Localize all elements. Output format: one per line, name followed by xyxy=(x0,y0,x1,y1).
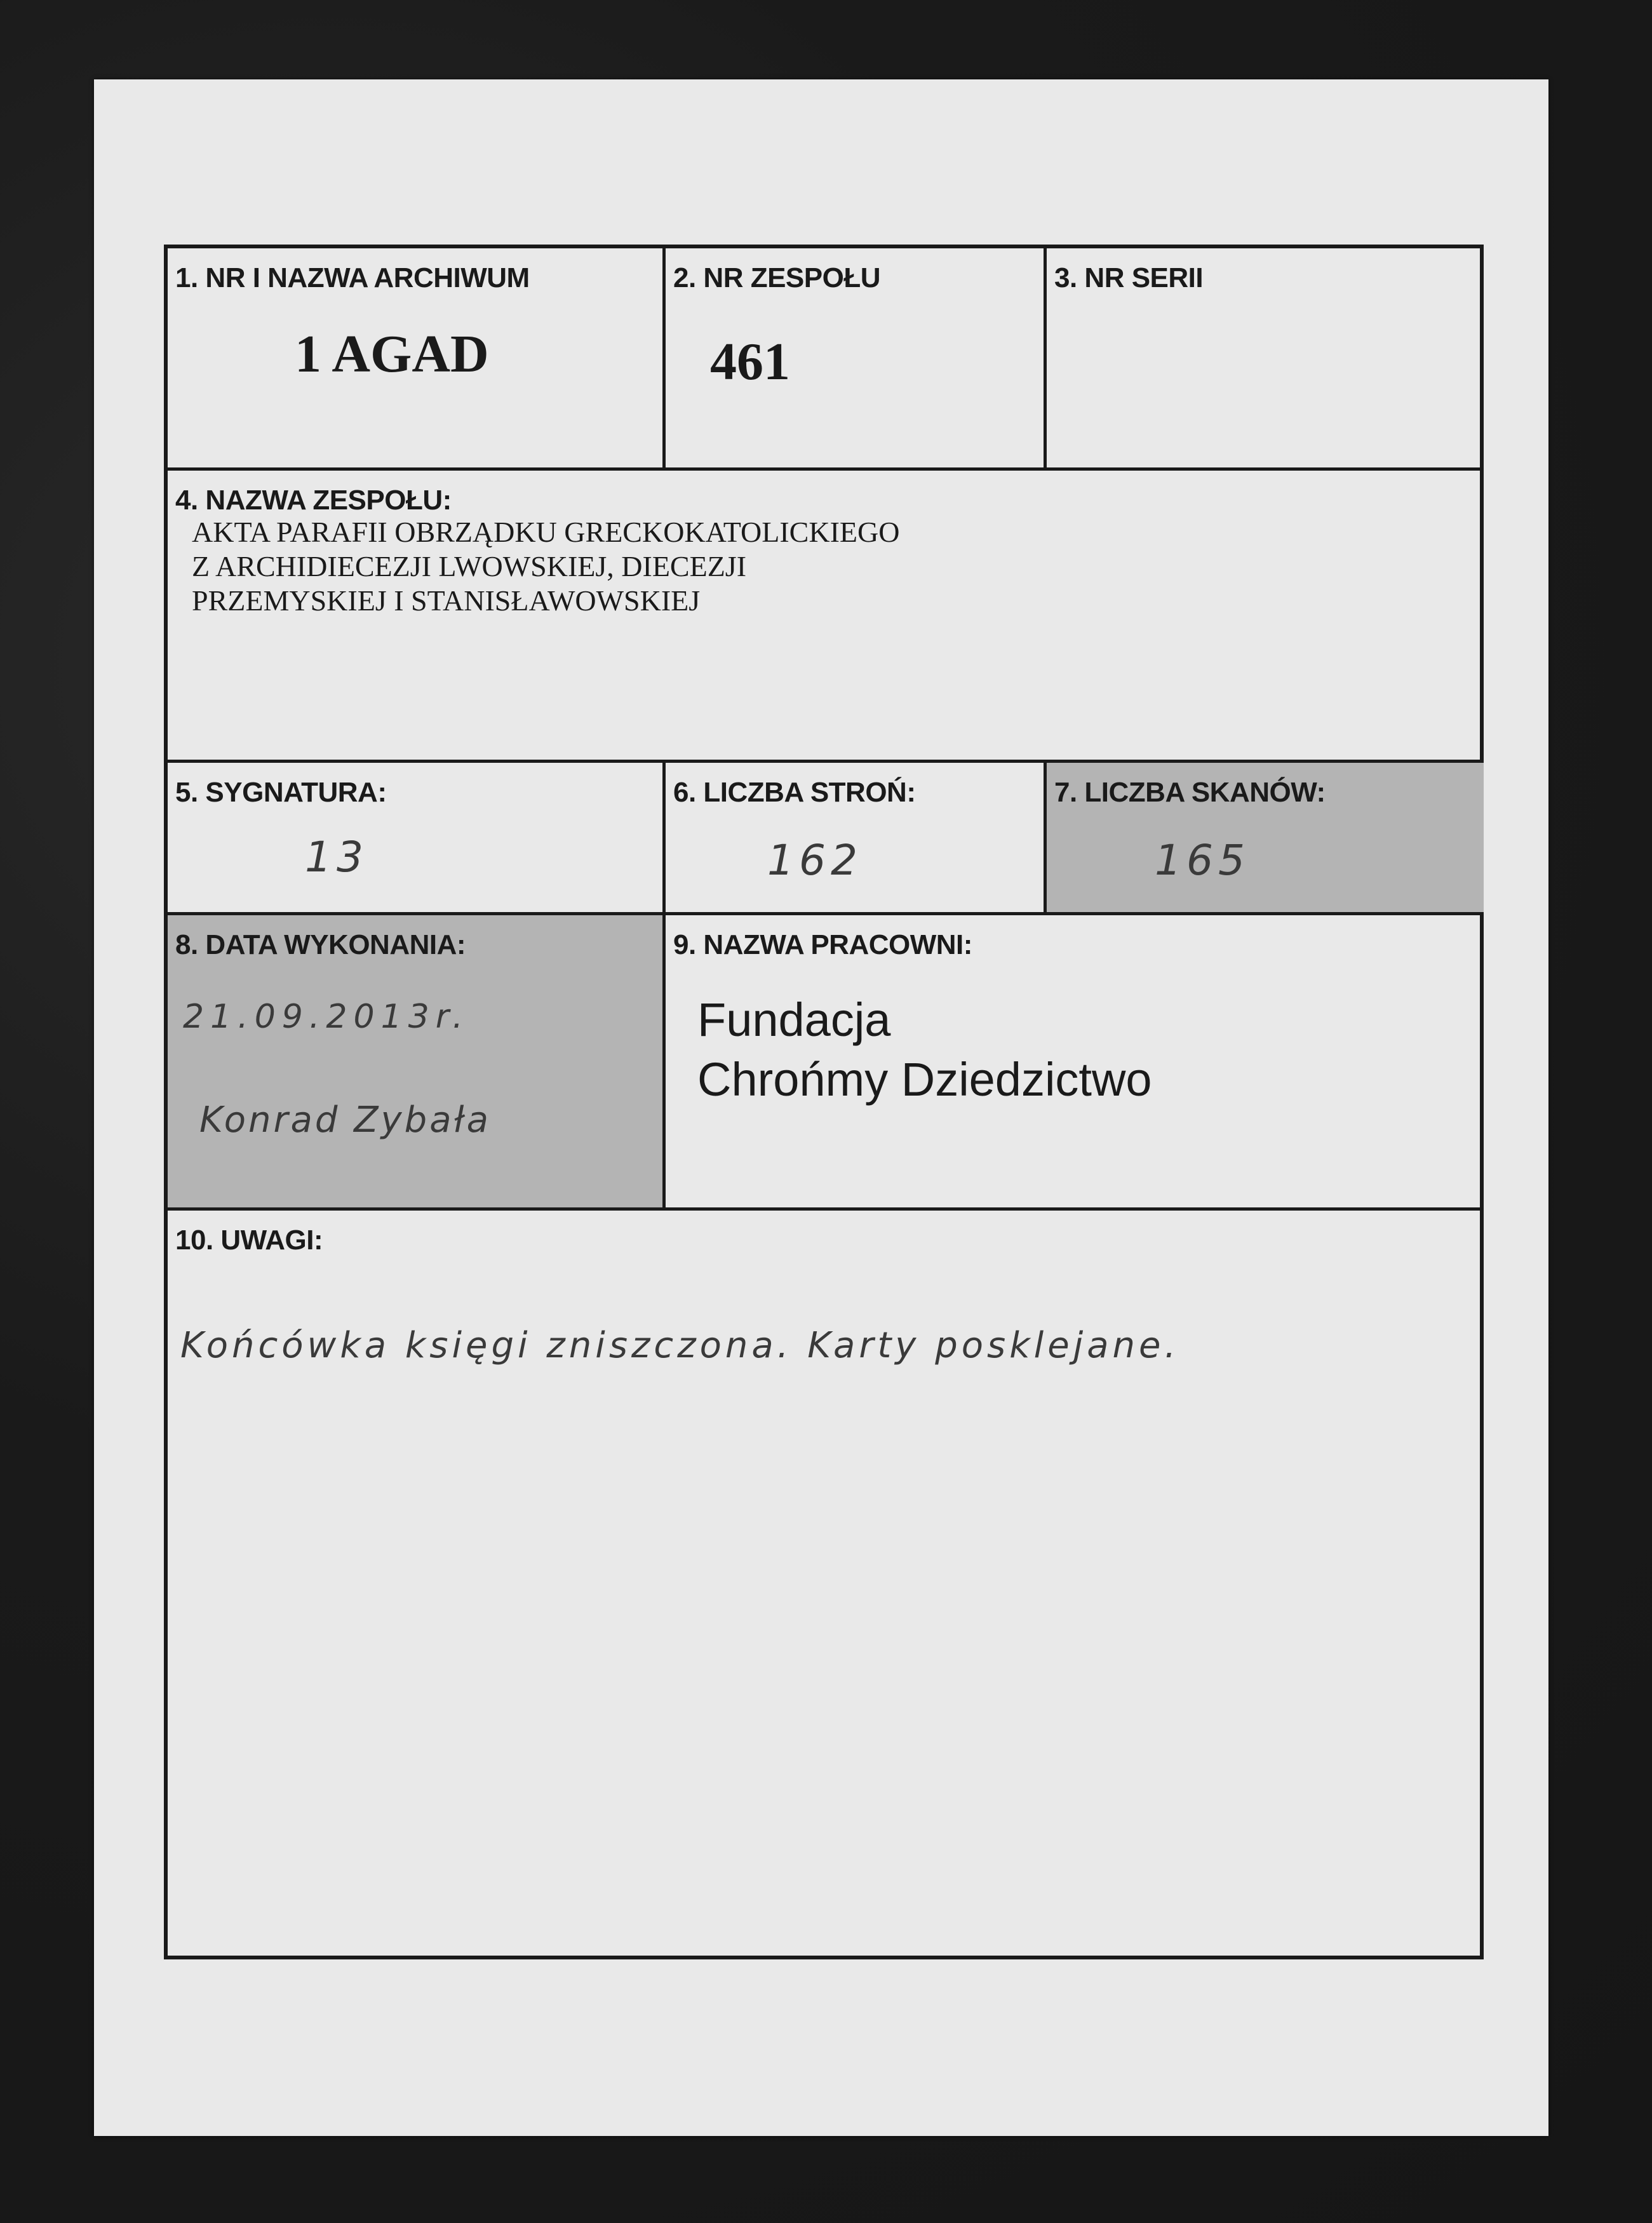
field-page-count xyxy=(666,763,1047,915)
field-date-signature: Konrad Zybała xyxy=(199,1099,491,1141)
field-fond-name-value xyxy=(192,515,899,618)
field-page-count-value: 162 xyxy=(767,836,863,885)
field-fond-number-label: 2. NR ZESPOŁU xyxy=(673,262,880,293)
field-notes xyxy=(168,1211,1484,1959)
field-fond-number-value: 461 xyxy=(710,332,790,391)
field-fond-number xyxy=(666,248,1047,471)
field-scan-count-label: 7. LICZBA SKANÓW: xyxy=(1054,777,1326,808)
field-workshop xyxy=(666,915,1484,1211)
field-scan-count xyxy=(1047,763,1484,915)
fond-name-line: AKTA PARAFII OBRZĄDKU GRECKOKATOLICKIEGO xyxy=(192,516,900,548)
archive-form xyxy=(164,245,1484,1959)
field-series-number xyxy=(1047,248,1484,471)
workshop-line: Chrońmy Dziedzictwo xyxy=(697,1053,1152,1106)
field-series-number-label: 3. NR SERII xyxy=(1054,262,1204,293)
workshop-line: Fundacja xyxy=(697,993,891,1046)
field-signature xyxy=(168,763,666,915)
field-date-value: 21.09.2013r. xyxy=(183,998,469,1036)
field-signature-label: 5. SYGNATURA: xyxy=(175,777,387,808)
field-date xyxy=(168,915,666,1211)
fond-name-line: Z ARCHIDIECEZJI LWOWSKIEJ, DIECEZJI xyxy=(192,550,747,582)
field-workshop-value xyxy=(697,990,1152,1110)
field-notes-value: Końcówka księgi zniszczona. Karty posklejane. xyxy=(180,1325,1180,1366)
field-archive-value: 1 AGAD xyxy=(295,325,489,384)
field-scan-count-value: 165 xyxy=(1155,836,1250,885)
field-signature-value: 13 xyxy=(305,833,368,882)
field-archive xyxy=(168,248,666,471)
field-archive-label: 1. NR I NAZWA ARCHIWUM xyxy=(175,262,530,293)
field-page-count-label: 6. LICZBA STROŃ: xyxy=(673,777,916,808)
field-workshop-label: 9. NAZWA PRACOWNI: xyxy=(673,929,972,960)
fond-name-line: PRZEMYSKIEJ I STANISŁAWOWSKIEJ xyxy=(192,584,701,617)
field-date-label: 8. DATA WYKONANIA: xyxy=(175,929,466,960)
field-notes-label: 10. UWAGI: xyxy=(175,1225,323,1256)
field-fond-name xyxy=(168,471,1484,763)
field-fond-name-label: 4. NAZWA ZESPOŁU: xyxy=(175,485,452,516)
